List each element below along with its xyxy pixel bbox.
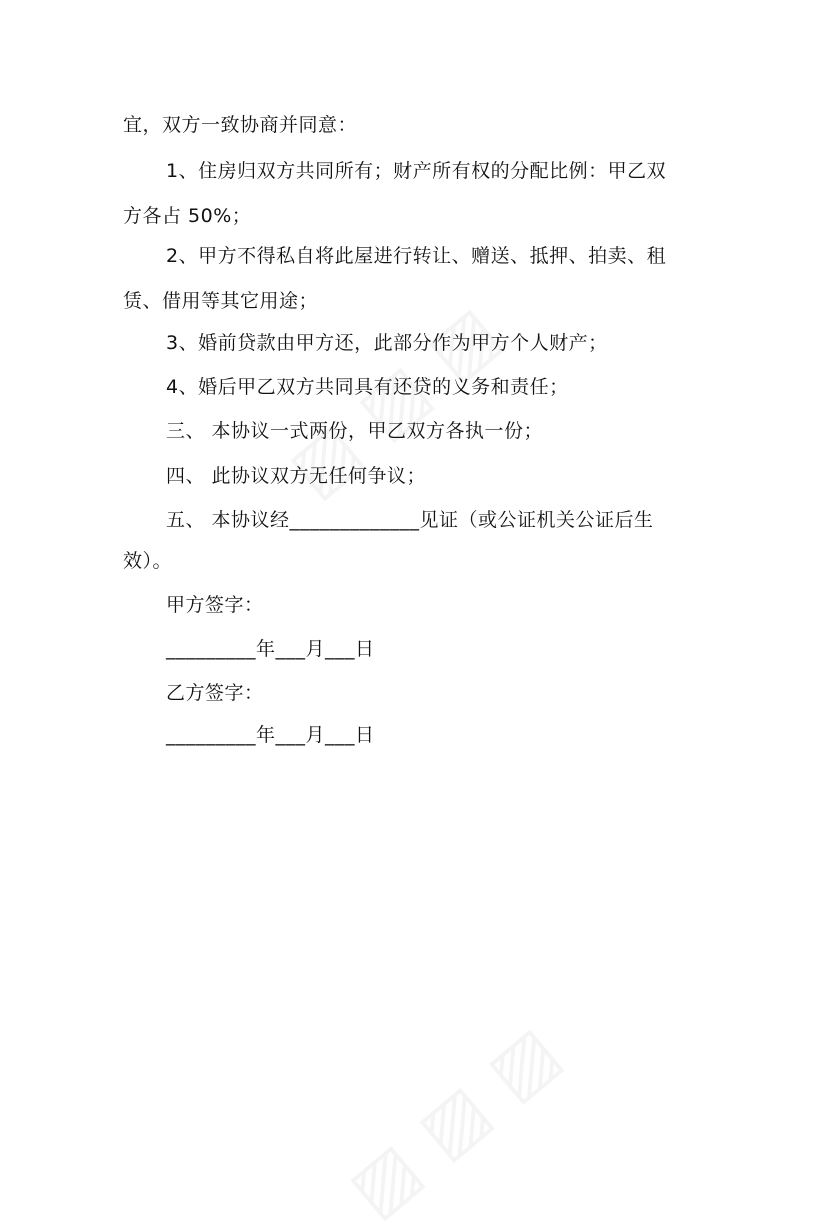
clause-3-line: 三、 本协议一式两份，甲乙双方各执一份； [166, 420, 544, 442]
item-2-line-2: 赁、借用等其它用途； [123, 290, 319, 312]
watermark [333, 1010, 575, 1232]
clause-4-line: 四、 此协议双方无任何争议； [166, 465, 427, 487]
party-a-signature-label: 甲方签字： [166, 594, 264, 616]
item-4-line: 4、婚后甲乙双方共同具有还贷的义务和责任； [166, 376, 569, 398]
party-a-date-line: _________年___月___日 [166, 638, 375, 660]
intro-line: 宜，双方一致协商并同意： [123, 114, 358, 136]
item-3-line: 3、婚前贷款由甲方还，此部分作为甲方个人财产； [166, 332, 608, 354]
clause-5-line-1: 五、 本协议经_____________见证（或公证机关公证后生 [166, 509, 654, 531]
item-2-line-1: 2、甲方不得私自将此屋进行转让、赠送、抵押、拍卖、租 [166, 245, 667, 267]
item-1-line-2: 方各占 50%； [123, 205, 252, 227]
party-b-date-line: _________年___月___日 [166, 724, 375, 746]
item-1-line-1: 1、住房归双方共同所有；财产所有权的分配比例：甲乙双 [166, 160, 667, 182]
party-b-signature-label: 乙方签字： [166, 682, 264, 704]
clause-5-line-2: 效）。 [123, 550, 173, 572]
